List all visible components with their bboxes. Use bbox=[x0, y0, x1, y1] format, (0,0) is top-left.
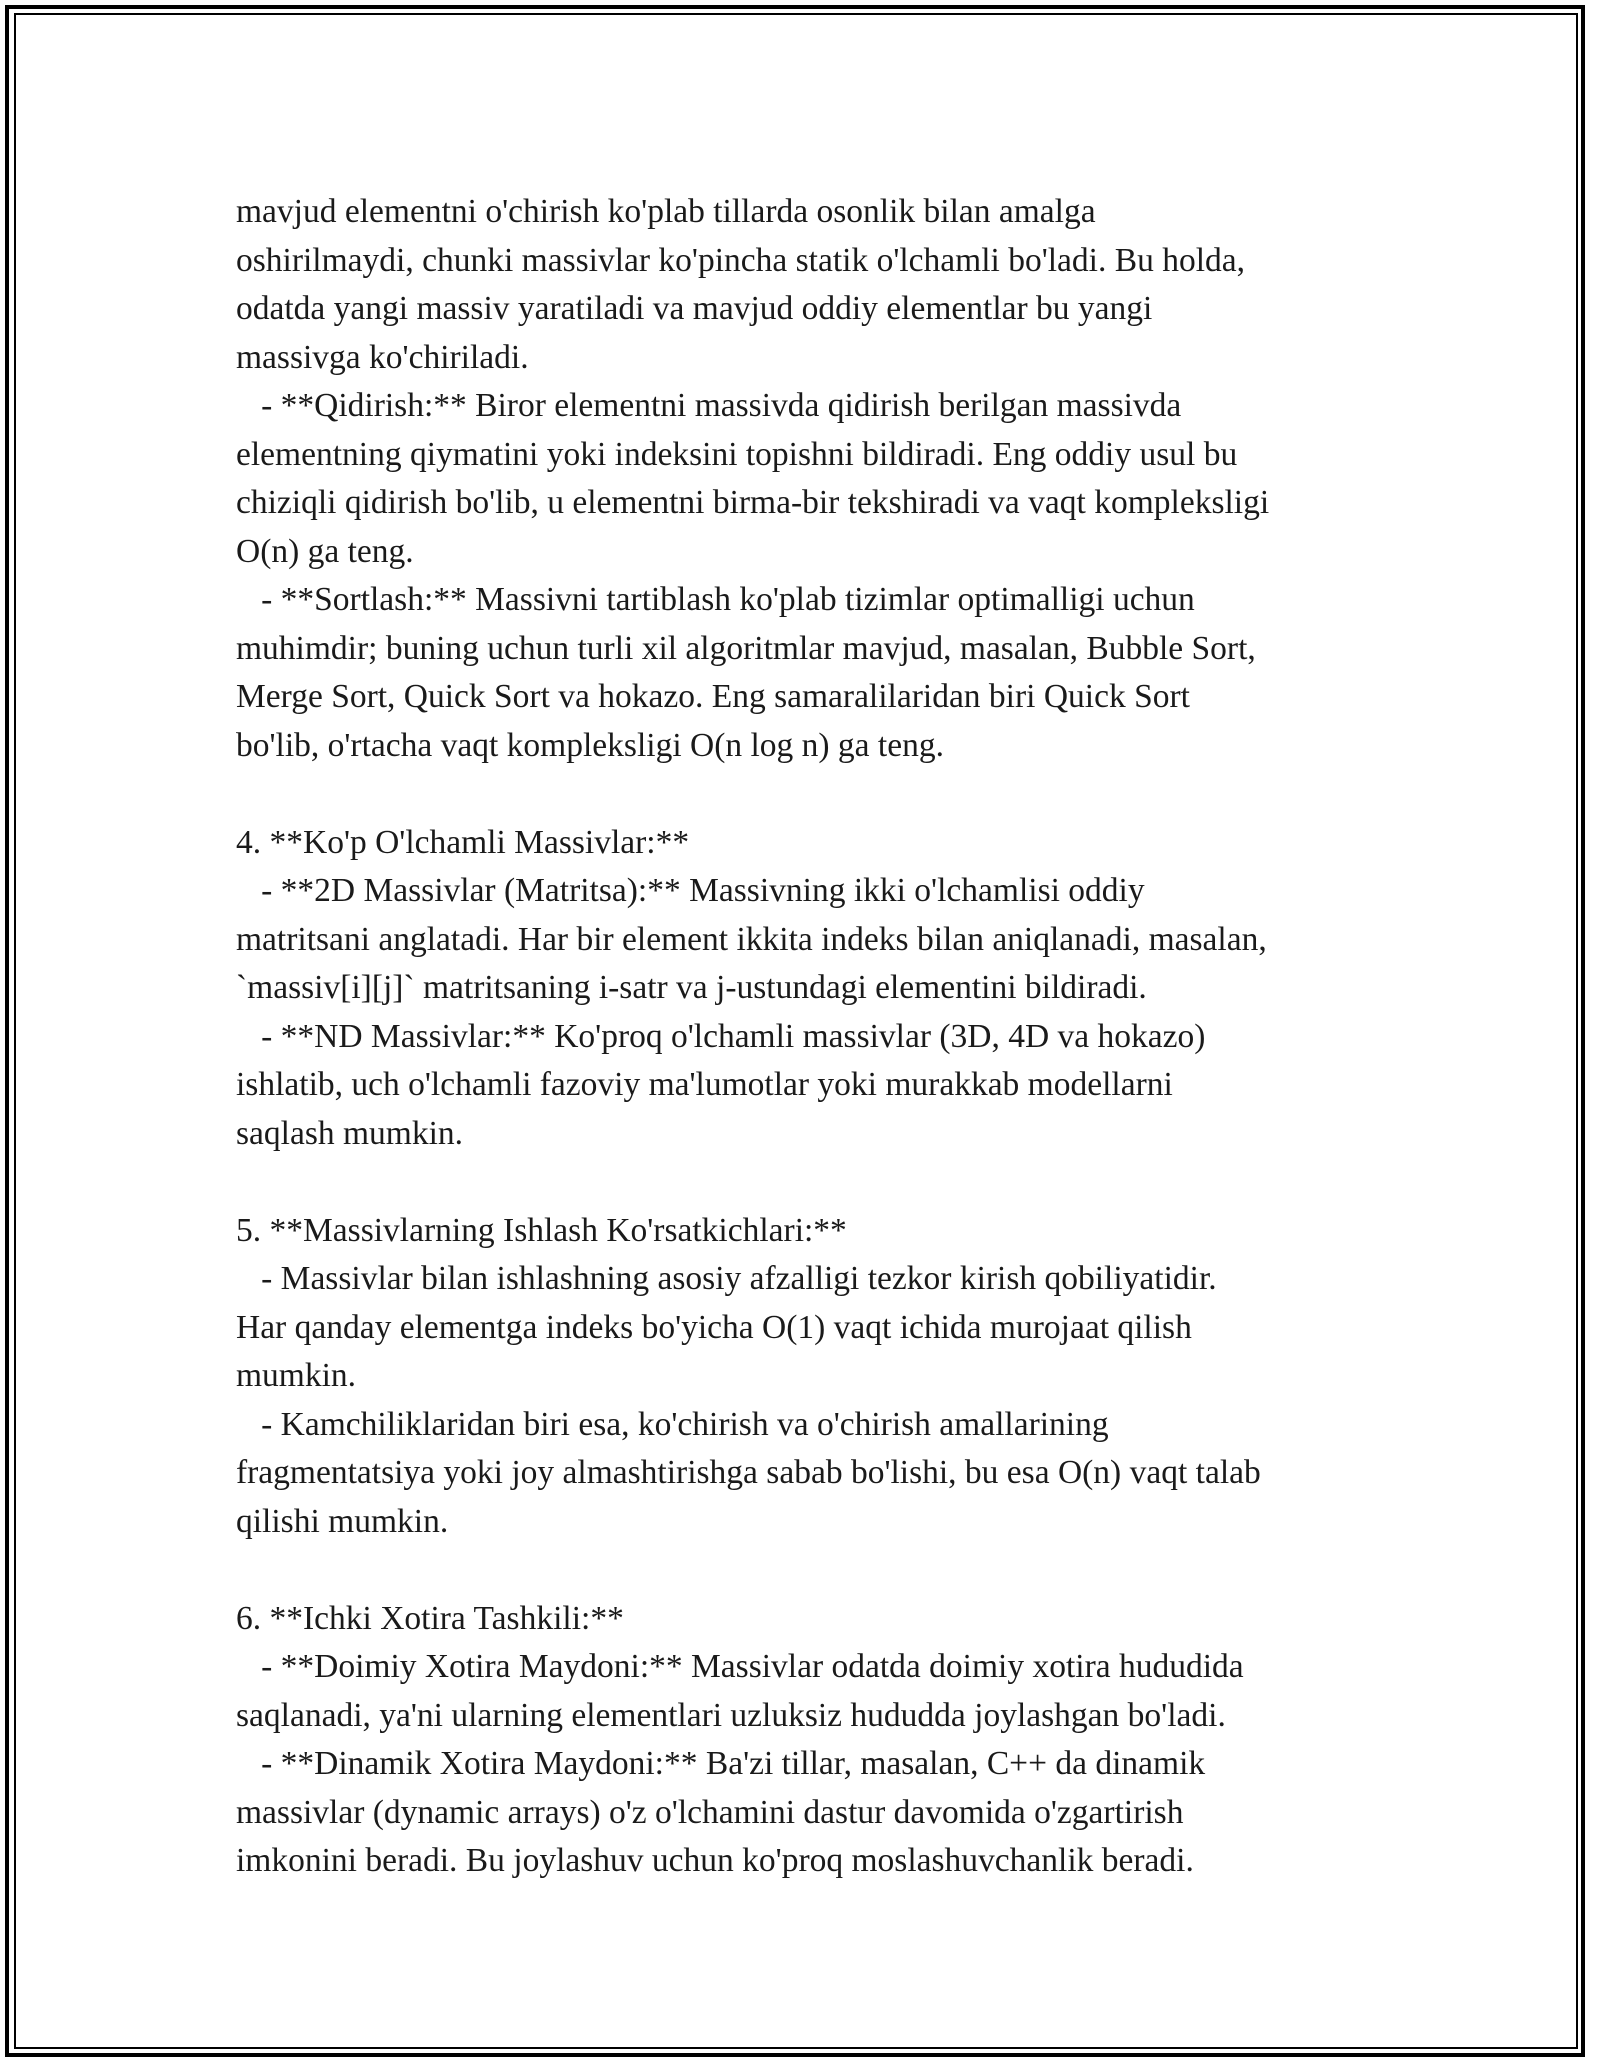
list-item-afzallik: - Massivlar bilan ishlashning asosiy afzalligi tezkor kirish qobiliyatidir. bbox=[236, 1260, 1217, 1297]
list-item-2d-massivlar: - **2D Massivlar (Matritsa):** Massivning ikki o'lchamlisi oddiy bbox=[236, 872, 1145, 909]
paragraph-gap bbox=[236, 1158, 1386, 1207]
text-line: muhimdir; buning uchun turli xil algoritmlar mavjud, masalan, Bubble Sort, bbox=[236, 629, 1256, 667]
text-line: `massiv[i][j]` matritsaning i-satr va j-ustundagi elementini bildiradi. bbox=[236, 969, 1147, 1006]
text-line: fragmentatsiya yoki joy almashtirishga sabab bo'lishi, bu esa O(n) vaqt talab bbox=[236, 1454, 1261, 1491]
list-item-sortlash: - **Sortlash:** Massivni tartiblash ko'plab tizimlar optimalligi uchun bbox=[236, 581, 1195, 618]
text-line: ishlatib, uch o'lchamli fazoviy ma'lumotlar yoki murakkab modellarni bbox=[236, 1066, 1173, 1103]
text-line: massivga ko'chiriladi. bbox=[236, 338, 529, 376]
list-item-dinamik-xotira: - **Dinamik Xotira Maydoni:** Ba'zi tillar, masalan, C++ da dinamik bbox=[236, 1745, 1206, 1782]
text-line: bo'lib, o'rtacha vaqt kompleksligi O(n log n) ga teng. bbox=[236, 726, 944, 764]
text-line: chiziqli qidirish bo'lib, u elementni birma-bir tekshiradi va vaqt kompleksligi bbox=[236, 484, 1270, 521]
text-line: O(n) ga teng. bbox=[236, 532, 414, 570]
text-line: mumkin. bbox=[236, 1357, 357, 1394]
text-line: saqlash mumkin. bbox=[236, 1114, 464, 1152]
section-heading-4: 4. **Ko'p O'lchamli Massivlar:** bbox=[236, 823, 690, 861]
section-heading-5: 5. **Massivlarning Ishlash Ko'rsatkichlari:** bbox=[236, 1211, 847, 1249]
list-item-kamchilik: - Kamchiliklaridan biri esa, ko'chirish va o'chirish amallarining bbox=[236, 1405, 1109, 1443]
text-line: matritsani anglatadi. Har bir element ikkita indeks bilan aniqlanadi, masalan, bbox=[236, 920, 1267, 958]
text-line: massivlar (dynamic arrays) o'z o'lchamini dastur davomida o'zgartirish bbox=[236, 1793, 1184, 1831]
text-line: Har qanday elementga indeks bo'yicha O(1) vaqt ichida murojaat qilish bbox=[236, 1308, 1192, 1346]
list-item-doimiy-xotira: - **Doimiy Xotira Maydoni:** Massivlar odatda doimiy xotira hududida bbox=[236, 1648, 1244, 1685]
text-line: oshirilmaydi, chunki massivlar ko'pincha statik o'lchamli bo'ladi. Bu holda, bbox=[236, 241, 1245, 279]
text-line: Merge Sort, Quick Sort va hokazo. Eng samaralilaridan biri Quick Sort bbox=[236, 678, 1190, 715]
paragraph-gap bbox=[236, 1546, 1386, 1595]
text-line: imkonini beradi. Bu joylashuv uchun ko'proq moslashuvchanlik beradi. bbox=[236, 1842, 1194, 1879]
paragraph-gap bbox=[236, 770, 1386, 819]
text-line: mavjud elementni o'chirish ko'plab tillarda osonlik bilan amalga bbox=[236, 193, 1096, 230]
list-item-nd-massivlar: - **ND Massivlar:** Ko'proq o'lchamli massivlar (3D, 4D va hokazo) bbox=[236, 1017, 1206, 1055]
section-heading-6: 6. **Ichki Xotira Tashkili:** bbox=[236, 1599, 624, 1637]
text-line: elementning qiymatini yoki indeksini topishni bildiradi. Eng oddiy usul bu bbox=[236, 435, 1238, 473]
text-line: odatda yangi massiv yaratiladi va mavjud oddiy elementlar bu yangi bbox=[236, 290, 1153, 327]
list-item-qidirish: - **Qidirish:** Biror elementni massivda qidirish berilgan massivda bbox=[236, 387, 1182, 424]
document-body bbox=[236, 188, 1386, 1886]
text-line: saqlanadi, ya'ni ularning elementlari uzluksiz hududda joylashgan bo'ladi. bbox=[236, 1696, 1226, 1734]
text-line: qilishi mumkin. bbox=[236, 1502, 449, 1540]
